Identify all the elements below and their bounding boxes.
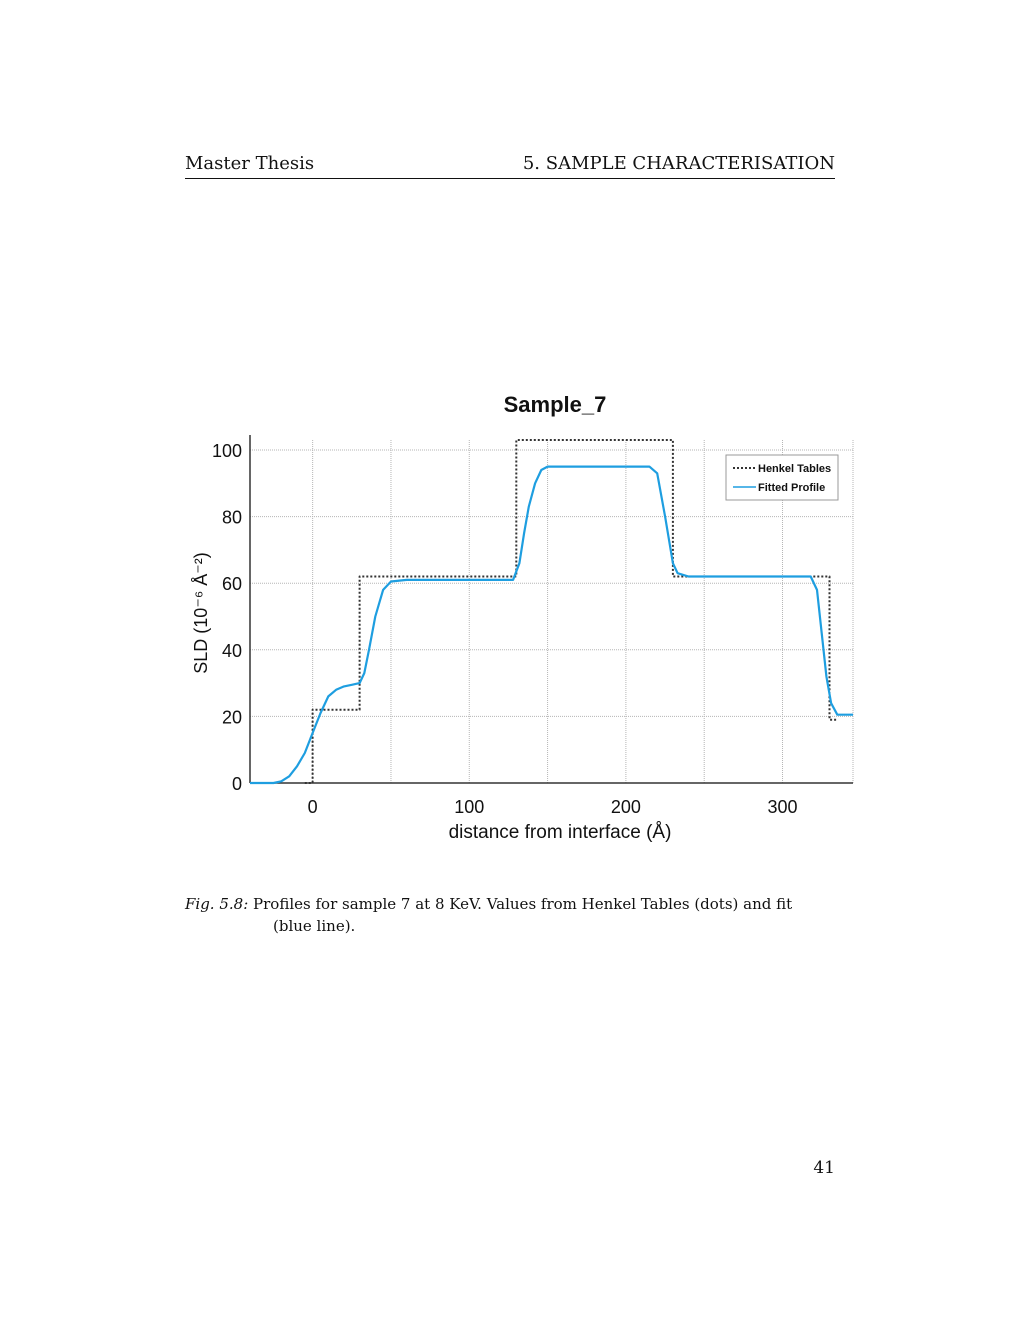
y-tick-label: 0 [231, 774, 242, 794]
fitted-profile-line [250, 467, 853, 783]
x-tick-label: 200 [610, 797, 641, 817]
figure-chart [180, 385, 860, 855]
y-tick-label: 40 [221, 640, 242, 661]
caption-text-line2: (blue line). [273, 917, 356, 935]
figure-caption [185, 893, 837, 937]
header-rule [185, 178, 835, 179]
legend-label-fitted: Fitted Profile [758, 482, 826, 494]
y-axis-label: SLD (10⁻⁶ Å⁻²) [191, 552, 211, 674]
y-tick-label: 20 [221, 707, 242, 728]
y-tick-label: 80 [221, 507, 242, 528]
legend-label-henkel: Henkel Tables [758, 463, 832, 475]
y-tick-label: 60 [221, 574, 242, 595]
x-tick-label: 0 [307, 797, 318, 817]
running-header-left: Master Thesis [185, 153, 315, 174]
chart-svg [180, 385, 860, 855]
legend [726, 455, 838, 500]
running-header-right: 5. SAMPLE CHARACTERISATION [522, 153, 835, 174]
y-tick-label: 100 [211, 440, 242, 461]
caption-label: Fig. 5.8: [185, 895, 249, 913]
page-number: 41 [813, 1158, 835, 1178]
x-tick-label: 300 [767, 797, 798, 817]
chart-title: Sample_7 [503, 392, 607, 417]
caption-text-line1: Profiles for sample 7 at 8 KeV. Values from Henkel Tables (dots) and fit [253, 895, 793, 913]
x-axis-label: distance from interface (Å) [448, 822, 672, 843]
x-tick-label: 100 [454, 797, 485, 817]
